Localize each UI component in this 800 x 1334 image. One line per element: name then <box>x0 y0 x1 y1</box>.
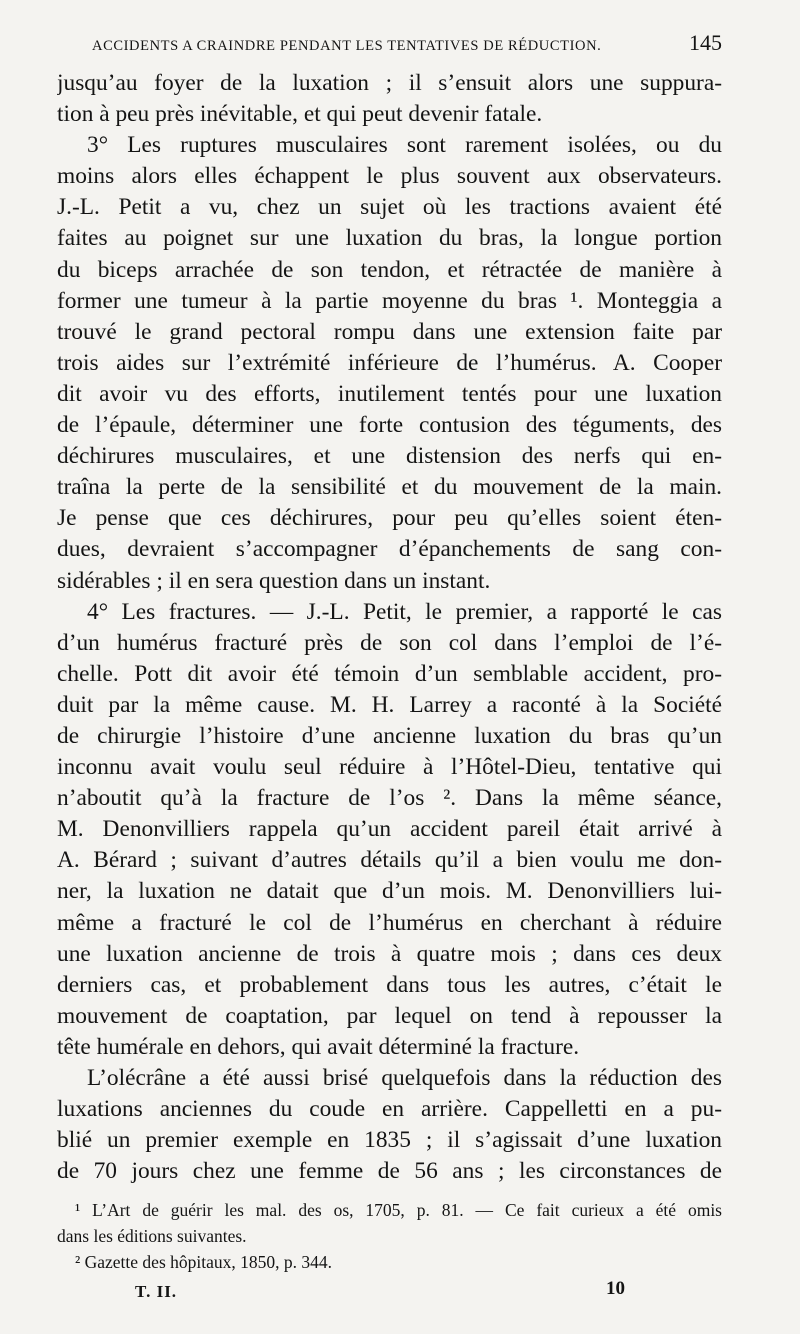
text-line: duit par la même cause. M. H. Larrey a raconté à la Société <box>57 691 722 718</box>
text-line: 4° Les fractures. — J.-L. Petit, le premier, a rapporté le cas <box>87 598 722 625</box>
text-line: ner, la luxation ne datait que d’un mois. M. Denonvilliers lui- <box>57 878 722 905</box>
text-line: L’olécrâne a été aussi brisé quelquefois dans la réduction des <box>87 1065 722 1091</box>
text-line: d’un humérus fracturé près de son col dans l’emploi de l’é- <box>57 629 722 656</box>
text-line: tête humérale en dehors, qui avait déterminé la fracture. <box>57 1033 580 1060</box>
text-line: luxations anciennes du coude en arrière. Cappelletti en a pu- <box>57 1096 722 1123</box>
text-line: jusqu’au foyer de la luxation ; il s’ensuit alors une suppura- <box>57 70 722 96</box>
text-line: mouvement de coaptation, par lequel on tend à repousser la <box>57 1002 722 1029</box>
text-line: derniers cas, et probablement dans tous les autres, c’était le <box>57 971 722 998</box>
text-line: faites au poignet sur une luxation du bras, la longue portion <box>57 225 722 252</box>
running-title: ACCIDENTS A CRAINDRE PENDANT LES TENTATIVES DE RÉDUCTION. <box>92 38 602 54</box>
text-line: Je pense que ces déchirures, pour peu qu’elles soient éten- <box>57 505 722 532</box>
footnotes <box>57 1197 722 1275</box>
text-line: de l’épaule, déterminer une forte contusion des téguments, des <box>57 412 722 439</box>
text-line: A. Bérard ; suivant d’autres détails qu’il a bien voulu me don- <box>57 847 722 874</box>
text-line: une luxation ancienne de trois à quatre mois ; dans ces deux <box>57 940 722 967</box>
text-line: inconnu avait voulu seul réduire à l’Hôtel-Dieu, tentative qui <box>57 754 722 781</box>
text-line: trois aides sur l’extrémité inférieure de l’humérus. A. Cooper <box>57 349 722 376</box>
footnote-line: ¹ L’Art de guérir les mal. des os, 1705, p. 81. — Ce fait curieux a été omis <box>75 1200 722 1220</box>
text-line: déchirures musculaires, et une distension des nerfs qui en- <box>57 443 722 470</box>
text-line: dit avoir vu des efforts, inutilement tentés pour une luxation <box>57 380 722 407</box>
text-line: tion à peu près inévitable, et qui peut devenir fatale. <box>57 101 543 128</box>
signature-line <box>135 1278 625 1308</box>
text-line: de 70 jours chez une femme de 56 ans ; les circonstances de <box>57 1158 722 1185</box>
page-number: 145 <box>689 30 722 55</box>
text-line: moins alors elles échappent le plus souvent aux observateurs. <box>57 163 722 190</box>
text-line: sidérables ; il en sera question dans un instant. <box>57 567 491 594</box>
text-line: dues, devraient s’accompagner d’épanchements de sang con- <box>57 536 722 563</box>
footnote-line: ² Gazette des hôpitaux, 1850, p. 344. <box>75 1252 332 1272</box>
text-line: trouvé le grand pectoral rompu dans une extension faite par <box>57 318 722 345</box>
text-line: M. Denonvilliers rappela qu’un accident pareil était arrivé à <box>57 816 722 843</box>
text-line: former une tumeur à la partie moyenne du bras ¹. Monteggia a <box>57 287 722 314</box>
text-line: même a fracturé le col de l’humérus en cherchant à réduire <box>57 909 722 936</box>
text-line: n’aboutit qu’à la fracture de l’os ². Dans la même séance, <box>57 785 722 812</box>
text-line: traîna la perte de la sensibilité et du mouvement de la main. <box>57 474 722 501</box>
text-line: de chirurgie l’histoire d’une ancienne luxation du bras qu’un <box>57 722 722 749</box>
footnote-line: dans les éditions suivantes. <box>57 1226 247 1246</box>
volume-signature: T. II. <box>135 1282 178 1301</box>
text-line: 3° Les ruptures musculaires sont rarement isolées, ou du <box>87 132 722 159</box>
text-line: blié un premier exemple en 1835 ; il s’agissait d’une luxation <box>57 1127 722 1154</box>
running-header <box>92 30 722 62</box>
body-text <box>57 68 722 1187</box>
signature-number: 10 <box>606 1278 625 1299</box>
text-line: chelle. Pott dit avoir été témoin d’un semblable accident, pro- <box>57 660 722 687</box>
text-line: J.-L. Petit a vu, chez un sujet où les tractions avaient été <box>57 194 722 221</box>
text-line: du biceps arrachée de son tendon, et rétractée de manière à <box>57 256 722 283</box>
